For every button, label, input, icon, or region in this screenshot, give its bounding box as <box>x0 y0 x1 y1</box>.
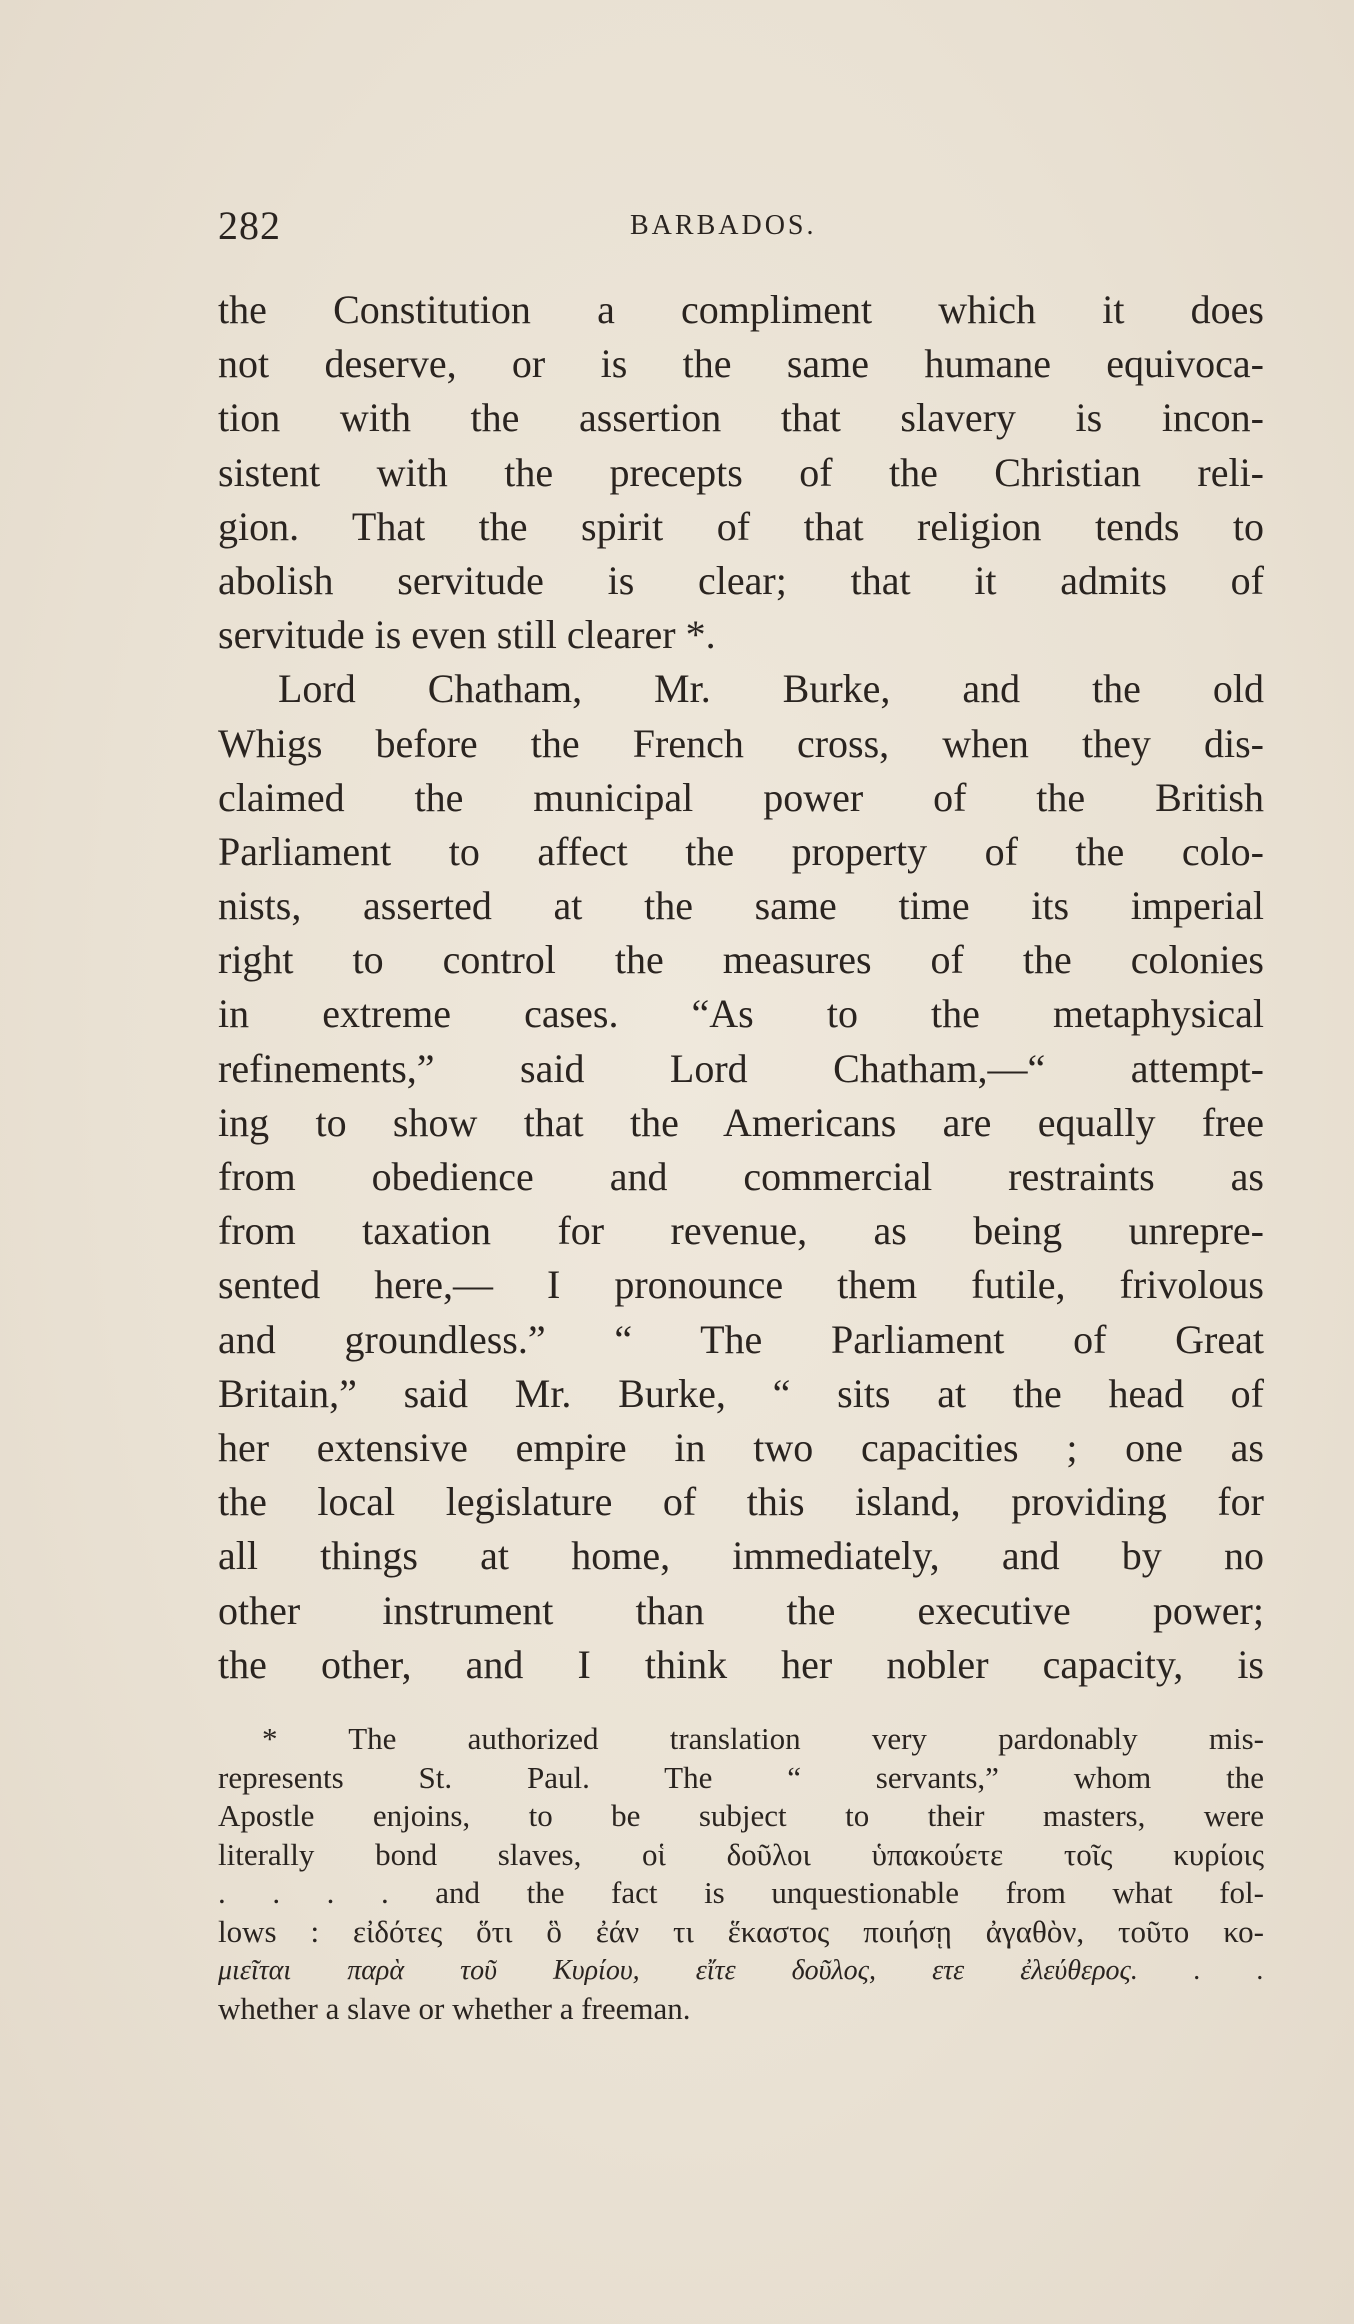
running-head: BARBADOS. <box>630 210 817 241</box>
footnote-line: whether a slave or whether a freeman. <box>218 1991 691 2027</box>
footnote-line: lows : εἰδότες ὅτι ὃ ἐάν τι ἕκαστος ποιήσῃ ἀγαθὸν, τοῦτο κο- <box>218 1913 1264 1949</box>
text-line: in extreme cases. “As to the metaphysical <box>218 991 1264 1037</box>
text-line: Parliament to affect the property of the colo- <box>218 828 1264 874</box>
footnote-line: represents St. Paul. The “ servants,” whom the <box>218 1759 1264 1795</box>
footnote-line: . . . . and the fact is unquestionable from what fol- <box>218 1875 1264 1911</box>
text-line: sistent with the precepts of the Christian reli- <box>218 449 1264 495</box>
text-line: the Constitution a compliment which it does <box>218 287 1264 332</box>
text-line: ing to show that the Americans are equally free <box>218 1099 1264 1145</box>
text-line: abolish servitude is clear; that it admits of <box>218 557 1264 603</box>
text-line: nists, asserted at the same time its imperial <box>218 883 1264 929</box>
footnote <box>218 1720 1264 2029</box>
page-number: 282 <box>218 203 281 248</box>
text-line: servitude is even still clearer *. <box>218 612 716 658</box>
text-line: the local legislature of this island, providing for <box>218 1479 1264 1525</box>
text-line: her extensive empire in two capacities ; one as <box>218 1424 1264 1470</box>
text-line: from taxation for revenue, as being unrepre- <box>218 1208 1264 1254</box>
body-text <box>218 283 1264 1692</box>
text-line: the other, and I think her nobler capacity, is <box>218 1641 1264 1687</box>
footnote-line: * The authorized translation very pardonably mis- <box>262 1721 1264 1756</box>
text-line: claimed the municipal power of the British <box>218 774 1264 820</box>
text-line: sented here,— I pronounce them futile, frivolous <box>218 1262 1264 1308</box>
footnote-line: μιεῖται παρὰ τοῦ Κυρίου, εἴτε δοῦλος, ετε ἐλεύθερος. . . <box>218 1954 1264 1986</box>
footnote-line: Apostle enjoins, to be subject to their masters, were <box>218 1798 1264 1834</box>
text-line: and groundless.” “ The Parliament of Great <box>218 1316 1264 1362</box>
text-line: tion with the assertion that slavery is incon- <box>218 395 1264 441</box>
text-line: from obedience and commercial restraints as <box>218 1154 1264 1199</box>
text-line: Whigs before the French cross, when they dis- <box>218 720 1264 766</box>
footnote-line: literally bond slaves, οἱ δοῦλοι ὑπακούετε τοῖς κυρίοις <box>218 1836 1264 1872</box>
text-line: refinements,” said Lord Chatham,—“ attempt- <box>218 1045 1264 1091</box>
text-line: Britain,” said Mr. Burke, “ sits at the head of <box>218 1370 1264 1416</box>
text-line: right to control the measures of the colonies <box>218 937 1264 983</box>
page-header <box>218 202 1268 262</box>
text-line: not deserve, or is the same humane equivoca- <box>218 341 1264 387</box>
text-line: other instrument than the executive power; <box>218 1587 1264 1633</box>
text-line: gion. That the spirit of that religion tends to <box>218 503 1264 549</box>
text-line: Lord Chatham, Mr. Burke, and the old <box>278 666 1264 712</box>
text-line: all things at home, immediately, and by no <box>218 1533 1264 1579</box>
